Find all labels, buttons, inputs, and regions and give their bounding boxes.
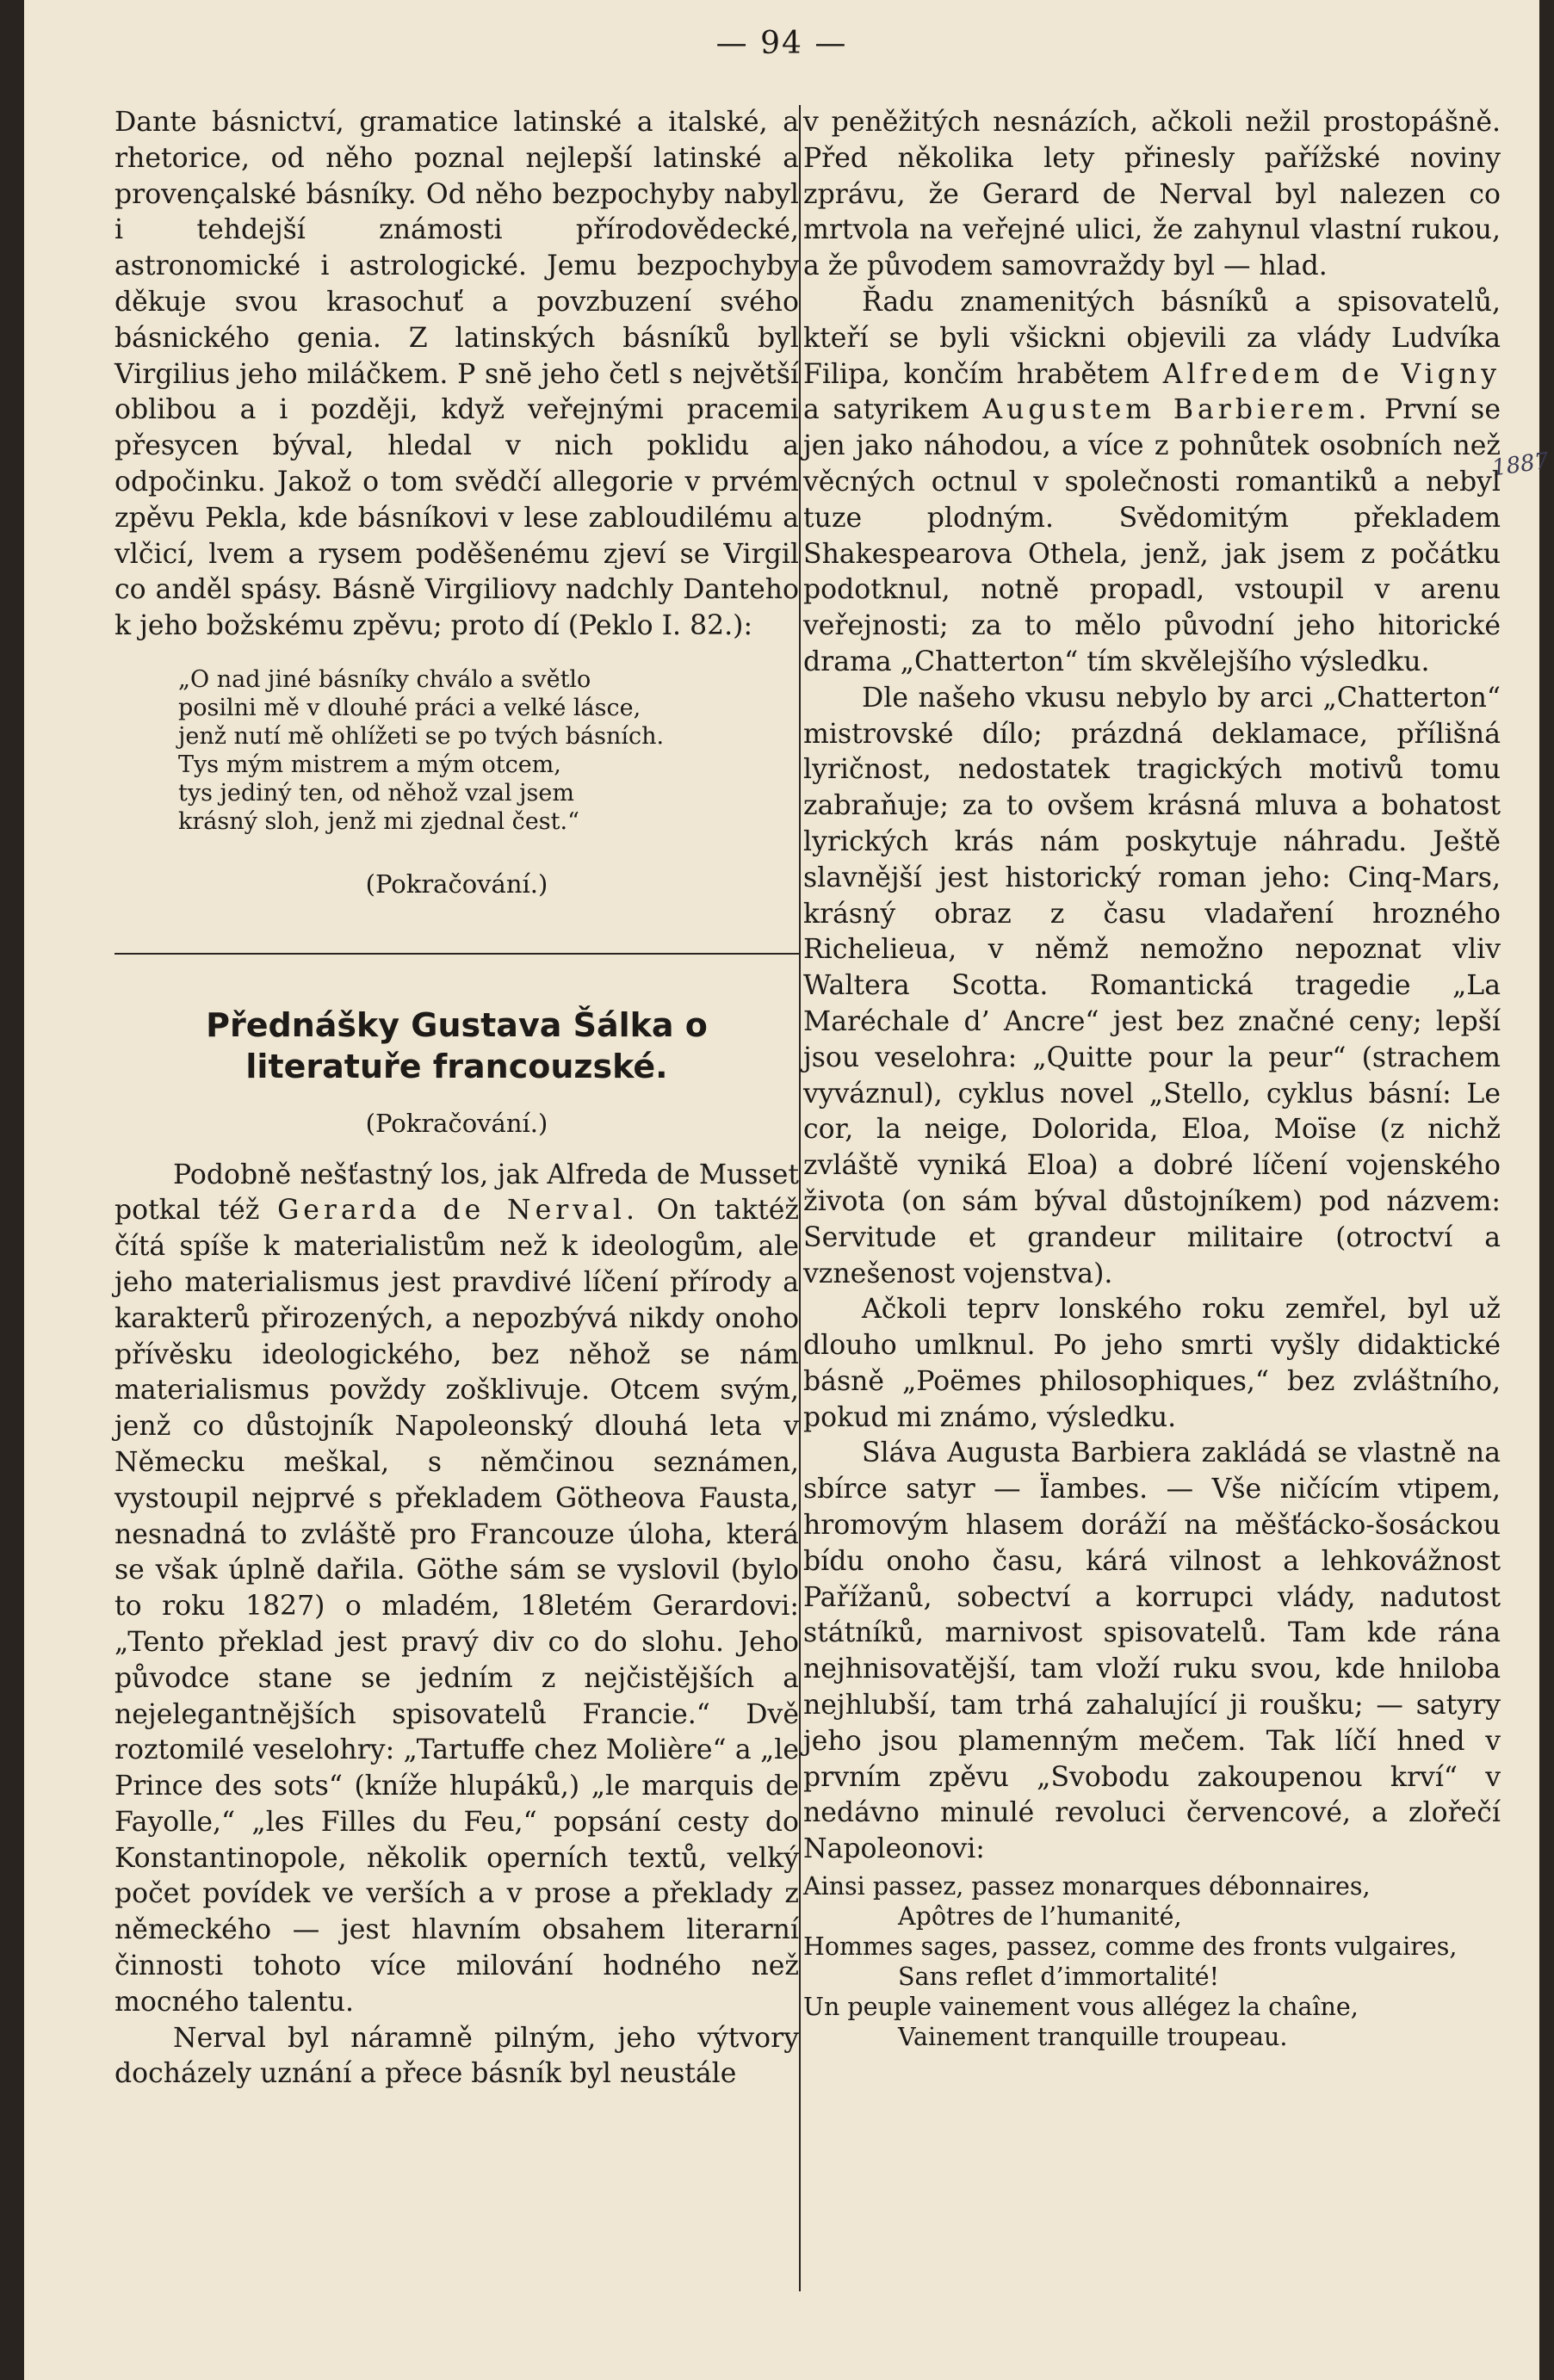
- column-divider: [799, 105, 801, 2291]
- section-divider: [115, 953, 799, 955]
- continuation-subheading: (Pokračování.): [365, 1108, 548, 1138]
- newspaper-page: [24, 0, 1551, 2380]
- poem-line: Hommes sages, passez, comme des fronts vulgaires,: [803, 1932, 1458, 1962]
- poem-line: Sans reflet d’immortalité!: [898, 1963, 1220, 1992]
- spaced-name-barbier: Augustem Barbierem.: [982, 394, 1371, 426]
- french-poem-quote: [803, 1871, 1501, 2052]
- chatterton-paragraph: Dle našeho vkusu nebylo by arci „Chatterton“ mistrovské dílo; prázdná deklamace, přílišná lyričnost, nedostatek tragických motivů tomu zabraňuje; za to ovšem krásná mluva a bohatost lyrických krás nám poskytuje náhradu. Ještě slavnější jest historický roman jeho: Cinq-Mars, krásný obraz z času vladaření hrozného Richelieua, v němž nemožno nepoznat vliv Waltera Scotta. Romantická tragedie „La Maréchale d’ Ancre“ jest bez značné ceny; lepší jsou veselohra: „Quitte pour la peur“ (strachem vyváznul), cyklus novel „Stello, cyklus básní: Le cor, la neige, Dolorida, Eloa, Moïse (z nichž zvláště vyniká Eloa) a dobré líčení vojenského života (on sám býval důstojníkem) pod názvem: Servitude et grandeur militaire (otroctví a vznešenost vojenstva).: [803, 682, 1501, 1289]
- poem-line: posilni mě v dlouhé práci a velké lásce,: [178, 694, 641, 721]
- barbier-paragraph: Sláva Augusta Barbiera zakládá se vlastně na sbírce satyr — Ïambes. — Vše ničícím vtipem, hromovým hlasem doráží na měšťácko-šosáckou bídu onoho času, kárá vilnost a lehkovážnost Pařížanů, sobectví a korrupci vlády, nadutost státníků, marnivost spisovatelů. Tam kde rána nejhnisovatější, tam vloží ruku svou, kde hniloba nejhlubší, tam trhá zahalující ji roušku; — satyry jeho jsou plamenným mečem. Tak líčí hned v prvním zpěvu „Svobodu zakoupenou krví“ v nedávno minulé revoluci červencové, a zlořečí Napoleonovi:: [803, 1437, 1501, 1865]
- spaced-name-vigny: Alfredem de Vigny: [1162, 358, 1501, 390]
- poem-line: jenž nutí mě ohlížeti se po tvých básních.: [178, 722, 665, 750]
- spaced-name: Gerarda de Nerval.: [277, 1195, 639, 1227]
- poem-line: „O nad jiné básníky chválo a světlo: [178, 665, 591, 693]
- poem-line: krásný sloh, jenž mi zjednal čest.“: [178, 807, 579, 835]
- dante-poem-quote: [178, 665, 799, 836]
- poem-line: Tys mým mistrem a mým otcem,: [178, 751, 561, 778]
- nerval-closing-paragraph: Nerval byl náramně pilným, jeho výtvory docházely uznání a přece básník byl neustále: [115, 2022, 799, 2090]
- dante-paragraph: Dante básnictví, gramatice latinské a italské, a rhetorice, od něho poznal nejlepší latinské a provençalské básníky. Od něho bezpochyby nabyl i tehdejší známosti přírodovědecké, astronomické i astrologické. Jemu bezpochyby děkuje svou krasochuť a povzbuzení svého básnického genia. Z latinských básníků byl Virgilius jeho miláčkem. P snĕ jeho četl s největší oblibou a i později, když veřejnými pracemi přesycen býval, hledal v nich poklidu a odpočinku. Jakož o tom svědčí allegorie v prvém zpěvu Pekla, kde básníkovi v lese zabloudilému a vlčicí, lvem a rysem poděšenému zjeví se Virgil co anděl spásy. Básně Virgiliovy nadchly Danteho k jeho božskému zpěvu; proto dí (Peklo I. 82.):: [115, 107, 799, 642]
- left-column: [115, 105, 799, 2093]
- poem-line: Apôtres de l’humanité,: [898, 1902, 1182, 1932]
- page-number: — 94 —: [715, 26, 848, 61]
- poem-line: Vainement tranquille troupeau.: [898, 2023, 1288, 2052]
- handwritten-margin-note: 1887: [1490, 448, 1551, 482]
- poem-line: tys jediný ten, od něhož vzal jsem: [178, 779, 574, 807]
- poem-line: Un peuple vainement vous allégez la chaîne,: [803, 1993, 1359, 2022]
- right-column: [803, 105, 1501, 2052]
- poem-line: Ainsi passez, passez monarques débonnaires,: [803, 1872, 1371, 1901]
- vigny-barbier-paragraph: Řadu znamenitých básníků a spisovatelů, kteří se byli všickni objevili za vlády Ludvíka Filipa, končím hrabětem Alfredem de Vigny a satyrikem Augustem Barbierem. První se jen jako náhodou, a více z pohnůtek osobních než věcných octnul v společnosti romantiků a nebyl tuze plodným. Svědomitým překladem Shakespearova Othela, jenž, jak jsem z počátku podotknul, notně propadl, vstoupil v arenu veřejnosti; za to mělo původní jeho hitorické drama „Chatterton“ tím skvělejšího výsledku.: [803, 286, 1501, 677]
- continuation-note: (Pokračování.): [365, 869, 548, 899]
- vigny-death-paragraph: Ačkoli teprv lonského roku zemřel, byl už dlouho umlknul. Po jeho smrti vyšly didaktické básně „Poëmes philosophiques,“ bez zvláštního, pokud mi známo, výsledku.: [803, 1294, 1501, 1433]
- article-heading: Přednášky Gustava Šálka o literatuře francouzské.: [206, 1005, 708, 1085]
- nerval-death-paragraph: v peněžitých nesnázích, ačkoli nežil prostopášně. Před několika lety přinesly pařížské noviny zprávu, že Gerard de Nerval byl nalezen co mrtvola na veřejné ulici, že zahynul vlastní rukou, a že původem samovraždy byl — hlad.: [803, 107, 1501, 282]
- nerval-paragraph: Podobně nešťastný los, jak Alfreda de Musset potkal též Gerarda de Nerval. On taktéž čítá spíše k materialistům než k ideologům, ale jeho materialismus jest pravdivé líčení přírody a karakterů přirozených, a nepozbývá nikdy onoho přívěsku ideologického, bez něhož se nám materialismus povždy zošklivuje. Otcem svým, jenž co důstojník Napoleonský dlouhá leta v Německu meškal, s němčinou seznámen, vystoupil nejprvé s překladem Götheova Fausta, nesnadná to zvláště pro Francouze úloha, která se však úplně dařila. Göthe sám se vyslovil (bylo to roku 1827) o mladém, 18letém Gerardovi: „Tento překlad jest pravý div co do slohu. Jeho původce stane se jedním z nejčistějších a nejelegantnějších spisovatelů Francie.“ Dvě roztomilé veselohry: „Tartuffe chez Molière“ a „le Prince des sots“ (kníže hlupáků,) „le marquis de Fayolle,“ „les Filles du Feu,“ popsání cesty do Konstantinopole, několik operních textů, velký počet povídek ve verších a v prose a překlady z německého — jest hlavním obsahem literarní činnosti tohoto více milování hodného než mocného talentu.: [115, 1159, 800, 2018]
